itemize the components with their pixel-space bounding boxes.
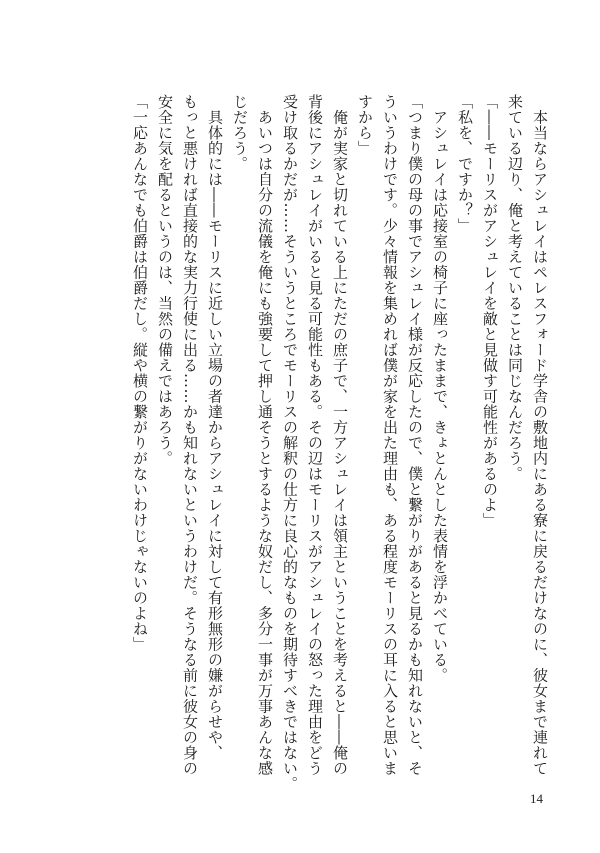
text-line: 受け取るかだが……そういうところでモーリスの解釈の仕方に良心的なものを期待すべきではない。 [281, 94, 299, 792]
text-line: ういうわけです。少々情報を集めれば僕が家を出た理由も、ある程度モーリスの耳に入ると思いま [381, 94, 399, 776]
text-line: もっと悪ければ直接的な実力行使に出る……かも知れないというわけだ。そうなる前に彼女の身の [181, 94, 199, 776]
text-line: じだろう。 [231, 94, 249, 172]
text-line: アシュレイは応接室の椅子に座ったままで、きょとんとした表情を浮かべている。 [431, 94, 449, 683]
text-line: 「――モーリスがアシュレイを敵と見做す可能性があるのよ」 [481, 94, 499, 528]
text-line: 「一応あんなでも伯爵は伯爵だし。縦や横の繋がりがないわけじゃないのよね」 [131, 94, 149, 652]
text-line: 安全に気を配るというのは、当然の備えではあろう。 [156, 94, 174, 466]
body-text [127, 94, 552, 792]
text-line: あいつは自分の流儀を俺にも強要して押し通そうとするような奴だし、多分一事が万事あんな感 [256, 94, 274, 776]
text-line: すから」 [356, 94, 374, 156]
text-line: 背後にアシュレイがいると見る可能性もある。その辺はモーリスがアシュレイの怒った理由をどう [306, 94, 324, 776]
text-line: 来ている辺り、俺と考えていることは同じなんだろう。 [506, 94, 524, 482]
text-line: 具体的には――モーリスに近しい立場の者達からアシュレイに対して有形無形の嫌がらせや、 [206, 94, 224, 761]
text-line: 本当ならアシュレイはペレスフォード学舎の敷地内にある寮に戻るだけなのに、彼女まで連れて [531, 94, 549, 776]
text-line: 「つまり僕の母の事でアシュレイ様が反応したので、僕と繋がりがあると見るかも知れないと、そ [406, 94, 424, 776]
text-line: 俺が実家と切れている上にただの庶子で、一方アシュレイは領主ということを考えると――俺の [331, 94, 349, 776]
text-line: 「私を、ですか？」 [456, 94, 474, 234]
page-number: 14 [530, 791, 543, 806]
